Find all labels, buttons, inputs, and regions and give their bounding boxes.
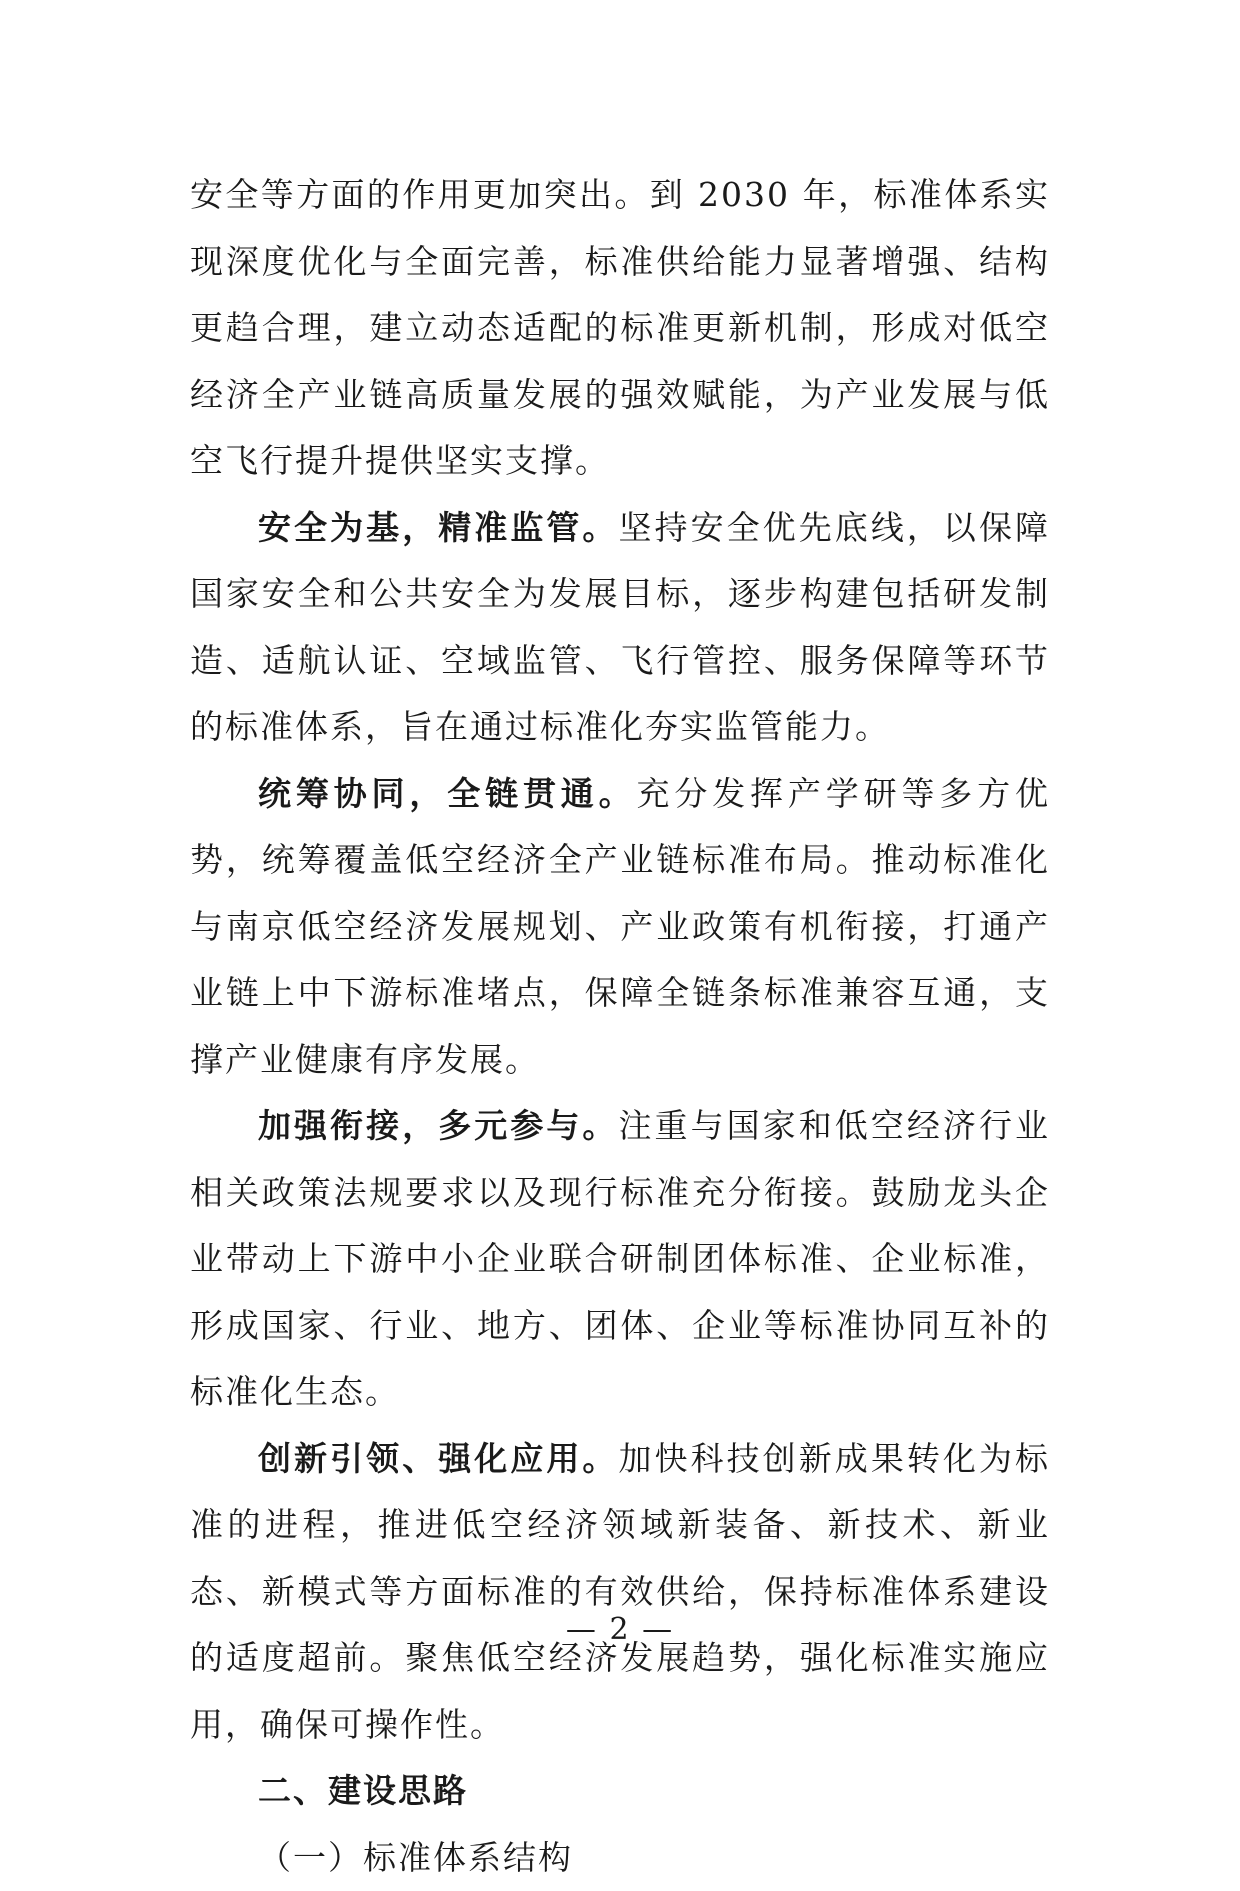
paragraph-innovation bbox=[190, 1426, 1050, 1759]
paragraph-lead: 创新引领、强化应用。 bbox=[258, 1439, 618, 1478]
paragraph-text: 充分发挥产学研等多方优势，统筹覆盖低空经济全产业链标准布局。推动标准化与南京低空经济发展规划、产业政策有机衔接，打通产业链上中下游标准堵点，保障全链条标准兼容互通，支撑产业健康有序发展。 bbox=[190, 774, 1050, 1079]
subsection-heading: （一）标准体系结构 bbox=[190, 1825, 1050, 1891]
paragraph-lead: 统筹协同，全链贯通。 bbox=[258, 774, 637, 813]
paragraph-safety-regulation bbox=[190, 495, 1050, 761]
paragraph-text: 坚持安全优先底线，以保障国家安全和公共安全为发展目标，逐步构建包括研发制造、适航认证、空域监管、飞行管控、服务保障等环节的标准体系，旨在通过标准化夯实监管能力。 bbox=[190, 508, 1050, 747]
paragraph-text: 安全等方面的作用更加突出。到 2030 年，标准体系实现深度优化与全面完善，标准供给能力显著增强、结构更趋合理，建立动态适配的标准更新机制，形成对低空经济全产业链高质量发展的强效赋能，为产业发展与低空飞行提升提供坚实支撑。 bbox=[190, 175, 1050, 480]
paragraph-text: 加快科技创新成果转化为标准的进程，推进低空经济领域新装备、新技术、新业态、新模式等方面标准的有效供给，保持标准体系建设的适度超前。聚焦低空经济发展趋势，强化标准实施应用，确保可操作性。 bbox=[190, 1439, 1050, 1744]
paragraph-continuation bbox=[190, 162, 1050, 495]
paragraph-participation bbox=[190, 1093, 1050, 1426]
paragraph-coordination bbox=[190, 761, 1050, 1094]
paragraph-lead: 加强衔接，多元参与。 bbox=[258, 1106, 618, 1145]
paragraph-lead: 安全为基，精准监管。 bbox=[258, 508, 618, 547]
section-heading: 二、建设思路 bbox=[190, 1758, 1050, 1825]
paragraph-text: 注重与国家和低空经济行业相关政策法规要求以及现行标准充分衔接。鼓励龙头企业带动上下游中小企业联合研制团体标准、企业标准，形成国家、行业、地方、团体、企业等标准协同互补的标准化生态。 bbox=[190, 1106, 1050, 1411]
page-number: — 2 — bbox=[0, 1610, 1240, 1650]
